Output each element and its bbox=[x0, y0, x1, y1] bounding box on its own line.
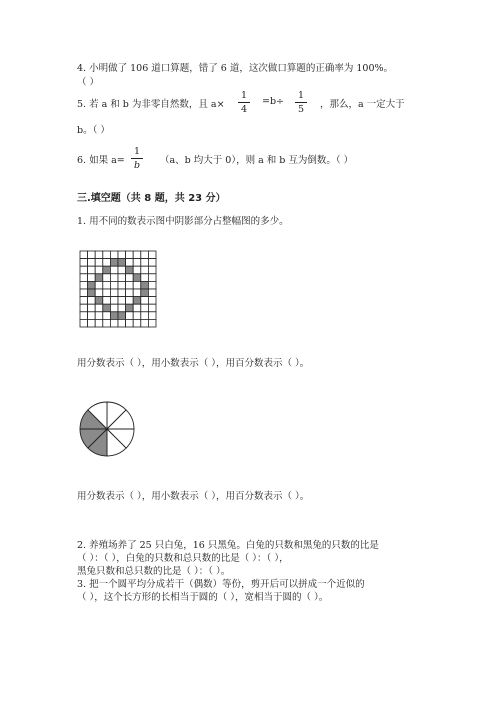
grid-cell bbox=[148, 274, 156, 282]
grid-cell bbox=[141, 259, 149, 267]
grid-cell bbox=[95, 312, 103, 320]
grid-cell bbox=[103, 312, 111, 320]
grid-cell bbox=[126, 274, 134, 282]
grid-cell bbox=[133, 289, 141, 297]
grid-cell-shaded bbox=[118, 259, 126, 267]
grid-cell-shaded bbox=[88, 289, 96, 297]
grid-cell bbox=[110, 297, 118, 305]
grid-cell bbox=[133, 266, 141, 274]
grid-cell bbox=[110, 266, 118, 274]
grid-cell bbox=[103, 289, 111, 297]
grid-cell bbox=[118, 251, 126, 259]
grid-cell-shaded bbox=[110, 259, 118, 267]
grid-cell bbox=[110, 319, 118, 327]
grid-cell bbox=[80, 289, 88, 297]
grid-cell bbox=[148, 297, 156, 305]
grid-cell-shaded bbox=[141, 289, 149, 297]
grid-cell bbox=[88, 266, 96, 274]
grid-cell bbox=[80, 281, 88, 289]
grid-cell bbox=[133, 319, 141, 327]
grid-cell bbox=[110, 289, 118, 297]
grid-cell bbox=[103, 251, 111, 259]
grid-cell bbox=[80, 304, 88, 312]
fraction-denominator: 4 bbox=[240, 104, 248, 115]
grid-cell bbox=[103, 274, 111, 282]
grid-cell bbox=[133, 259, 141, 267]
shaded-grid-figure bbox=[79, 250, 157, 328]
fill-question-2-line-1: 2. 养殖场养了 25 只白兔，16 只黑兔。白兔的只数和黑兔的只数的比是 bbox=[77, 540, 379, 551]
grid-cell bbox=[80, 266, 88, 274]
grid-cell bbox=[126, 312, 134, 320]
grid-cell bbox=[148, 266, 156, 274]
fill-question-3-line-1: 3. 把一个圆平均分成若干（偶数）等份，剪开后可以拼成一个近似的 bbox=[77, 579, 365, 590]
grid-cell-shaded bbox=[110, 312, 118, 320]
fill-question-1-answer-a: 用分数表示（ ），用小数表示（ ），用百分数表示（ ）。 bbox=[77, 358, 310, 369]
question-5-text-start: 5. 若 a 和 b 为非零自然数，且 a× bbox=[77, 99, 225, 110]
grid-cell-shaded bbox=[133, 297, 141, 305]
grid-cell bbox=[110, 251, 118, 259]
grid-cell bbox=[141, 266, 149, 274]
grid-cell bbox=[80, 274, 88, 282]
fraction-numerator: 1 bbox=[133, 146, 141, 157]
grid-cell bbox=[141, 251, 149, 259]
shaded-circle-figure bbox=[78, 400, 136, 458]
grid-cell bbox=[95, 251, 103, 259]
grid-cell bbox=[118, 289, 126, 297]
grid-cell bbox=[133, 304, 141, 312]
grid-cell bbox=[148, 289, 156, 297]
grid-cell bbox=[148, 304, 156, 312]
question-5-text-mid: =b÷ bbox=[262, 96, 285, 107]
question-4-text: 4. 小明做了 106 道口算题，错了 6 道，这次做口算题的正确率为 100%。 bbox=[77, 63, 394, 74]
grid-cell bbox=[88, 259, 96, 267]
question-6-text-start: 6. 如果 a= bbox=[77, 155, 125, 166]
fraction-denominator: 5 bbox=[297, 104, 305, 115]
grid-cell bbox=[110, 274, 118, 282]
grid-cell bbox=[126, 289, 134, 297]
grid-cell bbox=[148, 312, 156, 320]
grid-cell-shaded bbox=[95, 274, 103, 282]
grid-cell bbox=[95, 266, 103, 274]
grid-cell-shaded bbox=[95, 297, 103, 305]
grid-cell bbox=[110, 281, 118, 289]
grid-cell bbox=[95, 289, 103, 297]
grid-cell bbox=[80, 251, 88, 259]
fill-question-1-prompt: 1. 用不同的数表示图中阴影部分占整幅图的多少。 bbox=[77, 216, 289, 227]
question-5-answer-line: b。（ ） bbox=[77, 125, 110, 136]
grid-cell bbox=[141, 319, 149, 327]
grid-cell-shaded bbox=[133, 274, 141, 282]
grid-cell bbox=[80, 312, 88, 320]
grid-cell bbox=[88, 251, 96, 259]
grid-cell bbox=[103, 281, 111, 289]
grid-cell-shaded bbox=[126, 266, 134, 274]
grid-cell-shaded bbox=[141, 281, 149, 289]
grid-cell bbox=[103, 319, 111, 327]
grid-cell-shaded bbox=[118, 312, 126, 320]
grid-cell bbox=[95, 281, 103, 289]
grid-cell-shaded bbox=[88, 281, 96, 289]
fraction-numerator: 1 bbox=[297, 90, 305, 101]
grid-cell bbox=[118, 274, 126, 282]
grid-cell bbox=[141, 304, 149, 312]
grid-cell bbox=[148, 259, 156, 267]
grid-cell bbox=[148, 251, 156, 259]
grid-cell bbox=[103, 297, 111, 305]
grid-cell bbox=[88, 319, 96, 327]
grid-cell bbox=[126, 259, 134, 267]
grid-cell bbox=[133, 281, 141, 289]
fill-question-1-answer-b: 用分数表示（ ），用小数表示（ ），用百分数表示（ ）。 bbox=[77, 491, 310, 502]
section-3-title: 三.填空题（共 8 题，共 23 分） bbox=[77, 193, 226, 204]
fraction-denominator: b bbox=[133, 160, 141, 171]
grid-cell-shaded bbox=[126, 304, 134, 312]
grid-cell bbox=[118, 281, 126, 289]
question-5-text-end: ，那么，a 一定大于 bbox=[320, 99, 405, 110]
grid-cell bbox=[118, 266, 126, 274]
grid-cell bbox=[88, 312, 96, 320]
fill-question-2-line-2: （ ）：（ ），白兔的只数和总只数的比是（ ）：（ ）， bbox=[77, 553, 289, 564]
grid-cell bbox=[126, 297, 134, 305]
grid-cell bbox=[126, 281, 134, 289]
grid-cell bbox=[133, 251, 141, 259]
grid-cell bbox=[126, 319, 134, 327]
question-4-answer-blank: （ ） bbox=[77, 77, 100, 88]
grid-cell bbox=[103, 259, 111, 267]
grid-cell bbox=[80, 259, 88, 267]
grid-cell bbox=[141, 297, 149, 305]
grid-cell bbox=[88, 274, 96, 282]
grid-cell bbox=[80, 297, 88, 305]
fill-question-3-line-2: （ ），这个长方形的长相当于圆的（ ），宽相当于圆的（ ）。 bbox=[77, 592, 329, 603]
grid-cell bbox=[88, 304, 96, 312]
question-6-text-end: （a、b 均大于 0），则 a 和 b 互为倒数。（ ） bbox=[160, 155, 354, 166]
fill-question-2-line-3: 黑兔只数和总只数的比是（ ）：（ ）。 bbox=[77, 566, 231, 577]
question-6-fraction bbox=[131, 146, 143, 171]
grid-cell bbox=[141, 274, 149, 282]
grid-cell bbox=[80, 319, 88, 327]
grid-cell bbox=[133, 312, 141, 320]
fraction-numerator: 1 bbox=[240, 90, 248, 101]
grid-cell bbox=[118, 304, 126, 312]
grid-cell-shaded bbox=[103, 304, 111, 312]
grid-cell bbox=[126, 251, 134, 259]
grid-cell bbox=[95, 319, 103, 327]
grid-cell-shaded bbox=[103, 266, 111, 274]
grid-cell bbox=[95, 304, 103, 312]
grid-cell bbox=[95, 259, 103, 267]
grid-cell bbox=[88, 297, 96, 305]
grid-cell bbox=[148, 319, 156, 327]
grid-cell bbox=[141, 312, 149, 320]
grid-cell bbox=[110, 304, 118, 312]
grid-cell bbox=[118, 319, 126, 327]
grid-cell bbox=[148, 281, 156, 289]
grid-cell bbox=[118, 297, 126, 305]
question-5-fraction-1 bbox=[238, 90, 250, 115]
question-5-fraction-2 bbox=[295, 90, 307, 115]
